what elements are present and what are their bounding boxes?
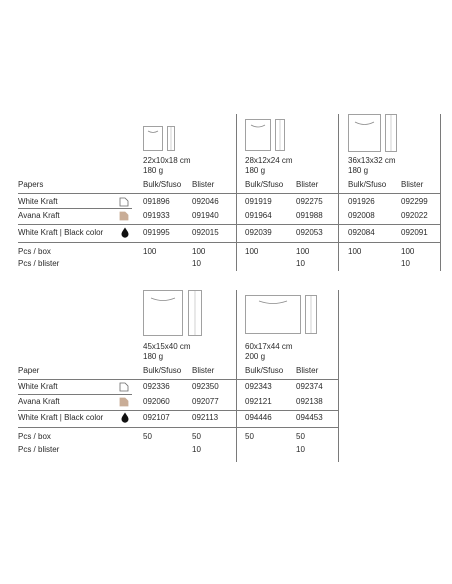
subheader-blister: Blister: [192, 366, 215, 375]
code-cell: 092053: [296, 228, 323, 237]
black-drop-icon: [121, 412, 129, 423]
row-label-white-kraft: White Kraft: [18, 382, 58, 391]
code-cell: 091964: [245, 211, 272, 220]
row-label-avana-kraft: Avana Kraft: [18, 397, 60, 406]
pcs-box-cell: 50: [192, 432, 201, 441]
pcs-box-cell: 50: [296, 432, 305, 441]
row-label-avana-kraft: Avana Kraft: [18, 211, 60, 220]
weight-col-2: 200 g: [245, 352, 266, 361]
code-cell: 092060: [143, 397, 170, 406]
qty-label-blister: Pcs / blister: [18, 259, 60, 268]
row-label-white-kraft-black: White Kraft | Black color: [18, 413, 104, 422]
code-cell: 092015: [192, 228, 219, 237]
bag-illustration-large: [348, 114, 400, 154]
code-cell: 092039: [245, 228, 272, 237]
size-col-2: 28x12x24 cm: [245, 156, 293, 165]
code-cell: 092374: [296, 382, 323, 391]
code-cell: 094453: [296, 413, 323, 422]
code-cell: 092350: [192, 382, 219, 391]
code-cell: 091995: [143, 228, 170, 237]
subheader-bulk: Bulk/Sfuso: [245, 366, 284, 375]
table-header-label: Paper: [18, 366, 40, 375]
code-cell: 092008: [348, 211, 375, 220]
bag-illustration-tall: [143, 290, 207, 338]
code-cell: 092084: [348, 228, 375, 237]
code-cell: 092077: [192, 397, 219, 406]
pcs-box-cell: 100: [245, 247, 259, 256]
code-cell: 092299: [401, 197, 428, 206]
pcs-blister-cell: 10: [296, 259, 305, 268]
avana-kraft-swatch-icon: [119, 211, 129, 221]
code-cell: 091919: [245, 197, 272, 206]
subheader-blister: Blister: [296, 180, 319, 189]
size-col-2: 60x17x44 cm: [245, 342, 293, 351]
size-col-3: 36x13x32 cm: [348, 156, 396, 165]
white-kraft-swatch-icon: [119, 382, 129, 392]
pcs-blister-cell: 10: [192, 259, 201, 268]
qty-label-blister: Pcs / blister: [18, 445, 60, 454]
code-cell: 092121: [245, 397, 272, 406]
subheader-bulk: Bulk/Sfuso: [245, 180, 284, 189]
code-cell: 091926: [348, 197, 375, 206]
subheader-bulk: Bulk/Sfuso: [143, 180, 182, 189]
code-cell: 091896: [143, 197, 170, 206]
row-label-white-kraft: White Kraft: [18, 197, 58, 206]
pcs-box-cell: 100: [296, 247, 310, 256]
weight-col-2: 180 g: [245, 166, 266, 175]
code-cell: 092113: [192, 413, 219, 422]
row-label-white-kraft-black: White Kraft | Black color: [18, 228, 104, 237]
avana-kraft-swatch-icon: [119, 397, 129, 407]
code-cell: 092138: [296, 397, 323, 406]
pcs-blister-cell: 10: [296, 445, 305, 454]
qty-label-box: Pcs / box: [18, 432, 51, 441]
pcs-box-cell: 100: [348, 247, 362, 256]
subheader-blister: Blister: [296, 366, 319, 375]
bag-illustration-medium: [245, 119, 289, 153]
bag-illustration-small: [143, 126, 179, 152]
weight-col-3: 180 g: [348, 166, 369, 175]
pcs-blister-cell: 10: [401, 259, 410, 268]
code-cell: 091940: [192, 211, 219, 220]
code-cell: 092275: [296, 197, 323, 206]
code-cell: 094446: [245, 413, 272, 422]
code-cell: 092343: [245, 382, 272, 391]
qty-label-box: Pcs / box: [18, 247, 51, 256]
subheader-bulk: Bulk/Sfuso: [348, 180, 387, 189]
code-cell: 092022: [401, 211, 428, 220]
pcs-box-cell: 100: [143, 247, 157, 256]
black-drop-icon: [121, 227, 129, 238]
pcs-blister-cell: 10: [192, 445, 201, 454]
table-header-label: Papers: [18, 180, 44, 189]
code-cell: 091933: [143, 211, 170, 220]
subheader-blister: Blister: [401, 180, 424, 189]
pcs-box-cell: 100: [192, 247, 206, 256]
code-cell: 092107: [143, 413, 170, 422]
pcs-box-cell: 50: [143, 432, 152, 441]
subheader-bulk: Bulk/Sfuso: [143, 366, 182, 375]
white-kraft-swatch-icon: [119, 197, 129, 207]
weight-col-1: 180 g: [143, 166, 164, 175]
code-cell: 092336: [143, 382, 170, 391]
subheader-blister: Blister: [192, 180, 215, 189]
size-col-1: 22x10x18 cm: [143, 156, 191, 165]
weight-col-1: 180 g: [143, 352, 164, 361]
code-cell: 091988: [296, 211, 323, 220]
bag-illustration-wide: [245, 295, 321, 337]
size-col-1: 45x15x40 cm: [143, 342, 191, 351]
code-cell: 092091: [401, 228, 428, 237]
pcs-box-cell: 50: [245, 432, 254, 441]
pcs-box-cell: 100: [401, 247, 415, 256]
code-cell: 092046: [192, 197, 219, 206]
